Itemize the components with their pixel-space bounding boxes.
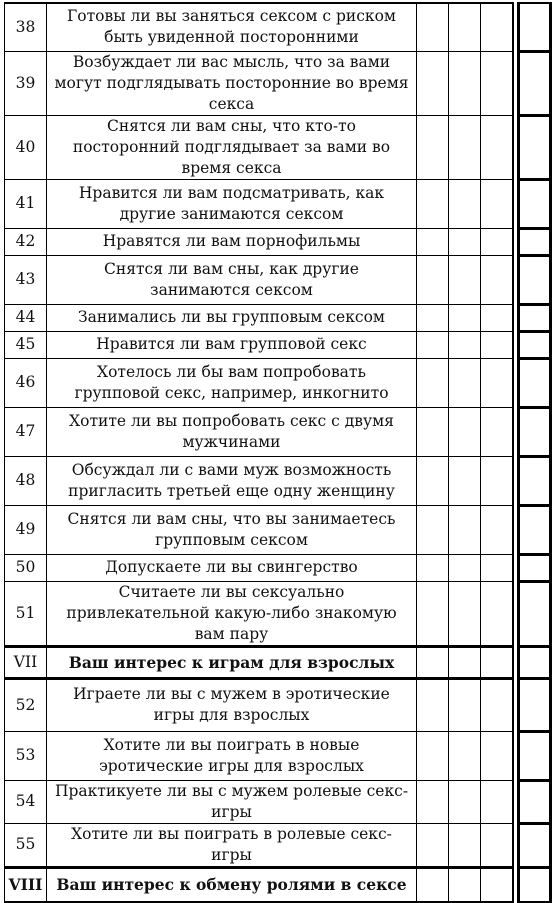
question-row [5,780,551,823]
question-number: 40 [5,115,47,179]
answer-box[interactable] [449,115,481,179]
question-row [5,179,551,228]
question-number: 50 [5,554,47,581]
answer-box[interactable] [449,255,481,304]
answer-box[interactable] [449,780,481,823]
answer-box[interactable] [417,179,449,228]
answer-box[interactable] [449,358,481,407]
answer-box[interactable] [417,581,449,646]
question-text: Считаете ли вы сексуально привлекательной какую-либо знакомую вам пару [47,581,417,646]
answer-box[interactable] [481,179,513,228]
answer-box[interactable] [481,331,513,358]
question-row [5,51,551,115]
score-box[interactable] [519,505,551,554]
answer-box[interactable] [449,407,481,456]
question-text: Практикуете ли вы с мужем ролевые секс-игры [47,780,417,823]
question-number: 46 [5,358,47,407]
question-text: Нравится ли вам групповой секс [47,331,417,358]
answer-box[interactable] [449,3,481,51]
section-header-row [5,867,551,902]
score-box[interactable] [519,179,551,228]
question-number: 48 [5,456,47,505]
question-number: 51 [5,581,47,646]
answer-box[interactable] [481,456,513,505]
question-row [5,731,551,780]
answer-box[interactable] [417,780,449,823]
question-text: Хотите ли вы попробовать секс с двумя мужчинами [47,407,417,456]
question-text: Хотите ли вы поиграть в новые эротические игры для взрослых [47,731,417,780]
answer-box[interactable] [481,678,513,731]
question-text: Снятся ли вам сны, что вы занимаетесь групповым сексом [47,505,417,554]
question-number: 42 [5,228,47,255]
score-box[interactable] [519,678,551,731]
question-row [5,304,551,331]
question-number: 44 [5,304,47,331]
score-box[interactable] [519,51,551,115]
answer-box[interactable] [449,581,481,646]
answer-box[interactable] [481,646,513,678]
answer-box[interactable] [449,51,481,115]
question-text: Играете ли вы с мужем в эротические игры для взрослых [47,678,417,731]
answer-box[interactable] [417,646,449,678]
answer-box[interactable] [417,115,449,179]
answer-box[interactable] [481,867,513,902]
question-text: Снятся ли вам сны, как другие занимаются сексом [47,255,417,304]
answer-box[interactable] [417,331,449,358]
answer-box[interactable] [417,554,449,581]
question-row [5,228,551,255]
question-number: 49 [5,505,47,554]
answer-box[interactable] [449,304,481,331]
answer-box[interactable] [449,867,481,902]
question-text: Обсуждал ли с вами муж возможность пригласить третьей еще одну женщину [47,456,417,505]
score-box[interactable] [519,255,551,304]
question-row [5,456,551,505]
question-text: Нравятся ли вам порнофильмы [47,228,417,255]
score-box[interactable] [519,581,551,646]
answer-box[interactable] [417,867,449,902]
answer-box[interactable] [417,731,449,780]
answer-box[interactable] [481,554,513,581]
answer-box[interactable] [417,456,449,505]
score-box[interactable] [519,780,551,823]
answer-box[interactable] [417,823,449,867]
answer-box[interactable] [481,731,513,780]
question-row [5,823,551,867]
questionnaire-table [4,2,552,903]
answer-box[interactable] [449,646,481,678]
answer-box[interactable] [417,3,449,51]
question-row [5,581,551,646]
score-box[interactable] [519,646,551,678]
score-box[interactable] [519,115,551,179]
answer-box[interactable] [481,304,513,331]
answer-box[interactable] [449,228,481,255]
question-row [5,678,551,731]
answer-box[interactable] [481,228,513,255]
question-number: 39 [5,51,47,115]
section-title: Ваш интерес к играм для взрослых [47,646,417,678]
answer-box[interactable] [449,554,481,581]
answer-box[interactable] [449,823,481,867]
score-box[interactable] [519,3,551,51]
questionnaire-page [4,2,550,895]
answer-box[interactable] [481,51,513,115]
answer-box[interactable] [481,358,513,407]
section-title: Ваш интерес к обмену ролями в сексе [47,867,417,902]
answer-box[interactable] [481,115,513,179]
answer-box[interactable] [417,304,449,331]
question-number: 53 [5,731,47,780]
answer-box[interactable] [417,255,449,304]
question-number: 55 [5,823,47,867]
question-row [5,331,551,358]
question-row [5,407,551,456]
answer-box[interactable] [481,407,513,456]
question-number: 54 [5,780,47,823]
question-text: Снятся ли вам сны, что кто-то посторонний подглядывает за вами во время секса [47,115,417,179]
answer-box[interactable] [449,678,481,731]
answer-box[interactable] [449,456,481,505]
question-text: Готовы ли вы заняться сексом с риском быть увиденной посторонними [47,3,417,51]
answer-box[interactable] [481,780,513,823]
answer-box[interactable] [449,731,481,780]
score-box[interactable] [519,456,551,505]
score-box[interactable] [519,331,551,358]
score-box[interactable] [519,823,551,867]
question-number: 38 [5,3,47,51]
answer-box[interactable] [417,407,449,456]
answer-box[interactable] [417,505,449,554]
question-text: Занимались ли вы групповым сексом [47,304,417,331]
score-box[interactable] [519,358,551,407]
question-row [5,255,551,304]
question-text: Допускаете ли вы свингерство [47,554,417,581]
score-box[interactable] [519,731,551,780]
question-text: Хотите ли вы поиграть в ролевые секс-игры [47,823,417,867]
question-number: 45 [5,331,47,358]
score-box[interactable] [519,554,551,581]
section-number: VII [5,646,47,678]
section-header-row [5,646,551,678]
score-box[interactable] [519,867,551,902]
question-number: 43 [5,255,47,304]
score-box[interactable] [519,407,551,456]
answer-box[interactable] [481,255,513,304]
answer-box[interactable] [449,179,481,228]
question-row [5,505,551,554]
answer-box[interactable] [449,331,481,358]
section-number: VIII [5,867,47,902]
question-row [5,554,551,581]
answer-box[interactable] [481,3,513,51]
question-row [5,358,551,407]
answer-box[interactable] [417,228,449,255]
answer-box[interactable] [417,358,449,407]
answer-box[interactable] [481,581,513,646]
answer-box[interactable] [417,678,449,731]
answer-box[interactable] [481,505,513,554]
score-box[interactable] [519,228,551,255]
question-number: 47 [5,407,47,456]
question-text: Возбуждает ли вас мысль, что за вами могут подглядывать посторонние во время секса [47,51,417,115]
questionnaire-rows [5,3,551,902]
answer-box[interactable] [449,505,481,554]
question-row [5,3,551,51]
question-row [5,115,551,179]
question-text: Нравится ли вам подсматривать, как другие занимаются сексом [47,179,417,228]
question-number: 41 [5,179,47,228]
answer-box[interactable] [481,823,513,867]
score-box[interactable] [519,304,551,331]
question-text: Хотелось ли бы вам попробовать групповой секс, например, инкогнито [47,358,417,407]
answer-box[interactable] [417,51,449,115]
question-number: 52 [5,678,47,731]
